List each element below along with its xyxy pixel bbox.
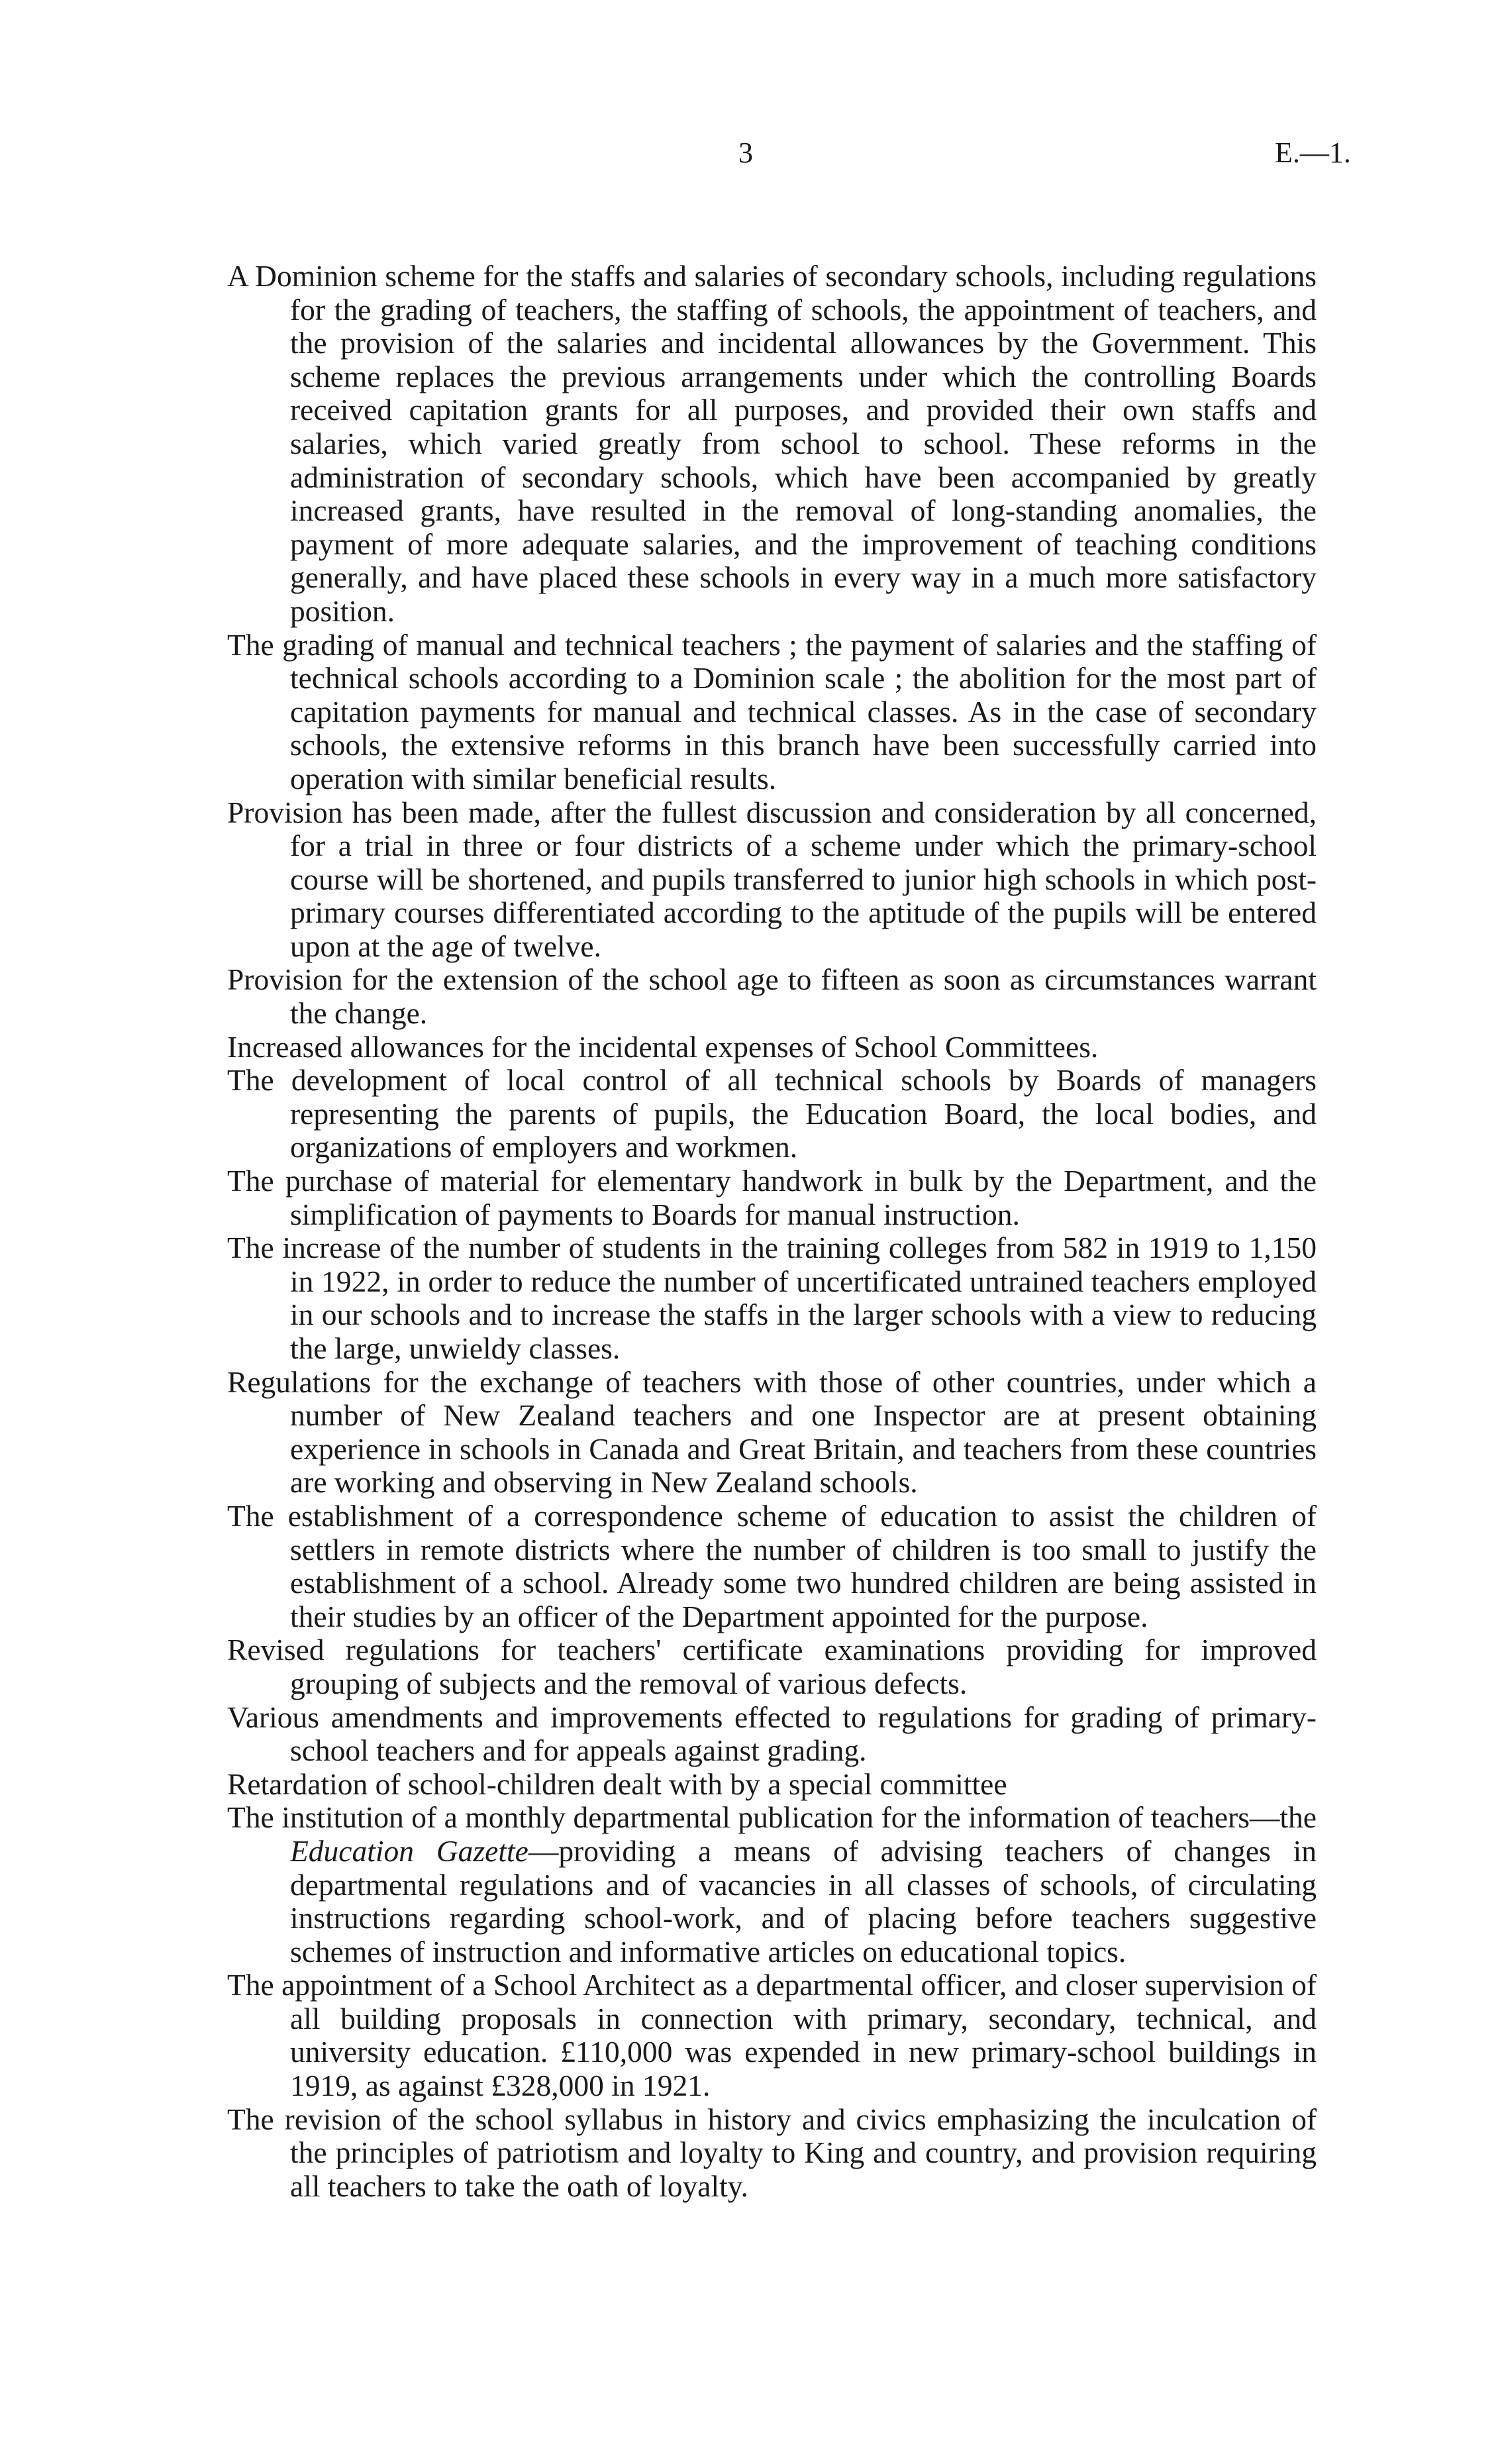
list-item: Retardation of school-children dealt with by a special committee xyxy=(227,1767,1007,1801)
list-item: The purchase of material for elementary handwork in bulk by the Department, and the simplification of payments to Boards for manual instruction. xyxy=(227,1164,1317,1231)
list-item: The development of local control of all technical schools by Boards of managers representing the parents of pupils, the Education Board, the local bodies, and organizations of employers and workmen. xyxy=(227,1063,1317,1164)
list-item: The establishment of a correspondence scheme of education to assist the children of settlers in remote districts where the number of children is too small to justify the establishment of a school. Already some two hundred children are being assisted in their studies by an officer of the Department appointed for the purpose. xyxy=(227,1498,1317,1633)
list-item: Increased allowances for the incidental expenses of School Committees. xyxy=(227,1029,1099,1064)
list-item: The revision of the school syllabus in history and civics emphasizing the inculcation of the principles of patriotism and loyalty to King and country, and provision requiring all teachers to take the oath of loyalty. xyxy=(227,2102,1317,2203)
document-reference: E.—1. xyxy=(1275,136,1351,169)
list-item: The appointment of a School Architect as a departmental officer, and closer supervision of all building proposals in connection with primary, secondary, technical, and university education. £110,000 was expended in new primary-school buildings in 1919, as against £328,000 in 1921. xyxy=(227,1968,1317,2103)
list-item: Various amendments and improvements effected to regulations for grading of primary-school teachers and for appeals against grading. xyxy=(227,1700,1317,1768)
list-item: Revised regulations for teachers' certificate examinations providing for improved grouping of subjects and the removal of various defects. xyxy=(227,1633,1317,1700)
item-text: The institution of a monthly departmental publication for the information of teachers—the xyxy=(227,1800,1317,1835)
list-item: The grading of manual and technical teachers ; the payment of salaries and the staffing of technical schools according to a Dominion scale ; the abolition for the most part of capitation payments for manual and technical classes. As in the case of secondary schools, the extensive reforms in this branch have been successfully carried into operation with similar beneficial results. xyxy=(227,627,1317,796)
document-body xyxy=(227,260,1317,2203)
list-item: Provision for the extension of the school age to fifteen as soon as circumstances warrant the change. xyxy=(227,962,1317,1031)
list-item: A Dominion scheme for the staffs and salaries of secondary schools, including regulations for the grading of teachers, the staffing of schools, the appointment of teachers, and the provision of the salaries and incidental allowances by the Government. This scheme replaces the previous arrangements under which the controlling Boards received capitation grants for all purposes, and provided their own staffs and salaries, which varied greatly from school to school. These reforms in the administration of secondary schools, which have been accompanied by greatly increased grants, have resulted in the removal of long-standing anomalies, the payment of more adequate salaries, and the improvement of teaching conditions generally, and have placed these schools in every way in a much more satisfactory position. xyxy=(227,259,1317,628)
page-header xyxy=(0,136,1502,176)
list-item: Regulations for the exchange of teachers with those of other countries, under which a number of New Zealand teachers and one Inspector are at present obtaining experience in schools in Canada and Great Britain, and teachers from these countries are working and observing in New Zealand schools. xyxy=(227,1364,1317,1500)
list-item: The increase of the number of students in the training colleges from 582 in 1919 to 1,150 in 1922, in order to reduce the number of uncertificated untrained teachers employed in our schools and to increase the staffs in the larger schools with a view to reducing the large, unwieldy classes. xyxy=(227,1231,1317,1365)
publication-title: Education Gazette xyxy=(290,1833,528,1868)
list-item xyxy=(227,1801,1317,1969)
item-text: —providing a means of advising teachers of changes in departmental regulations and of vacancies in all classes of schools, of circulating instructions regarding school-work, and of placing before teachers suggestive schemes of instruction and informative articles on educational topics. xyxy=(290,1833,1317,1969)
page-number: 3 xyxy=(738,136,753,169)
list-item: Provision has been made, after the fullest discussion and consideration by all concerned, for a trial in three or four districts of a scheme under which the primary-school course will be shortened, and pupils transferred to junior high schools in which post-primary courses differentiated according to the aptitude of the pupils will be entered upon at the age of twelve. xyxy=(227,795,1317,963)
